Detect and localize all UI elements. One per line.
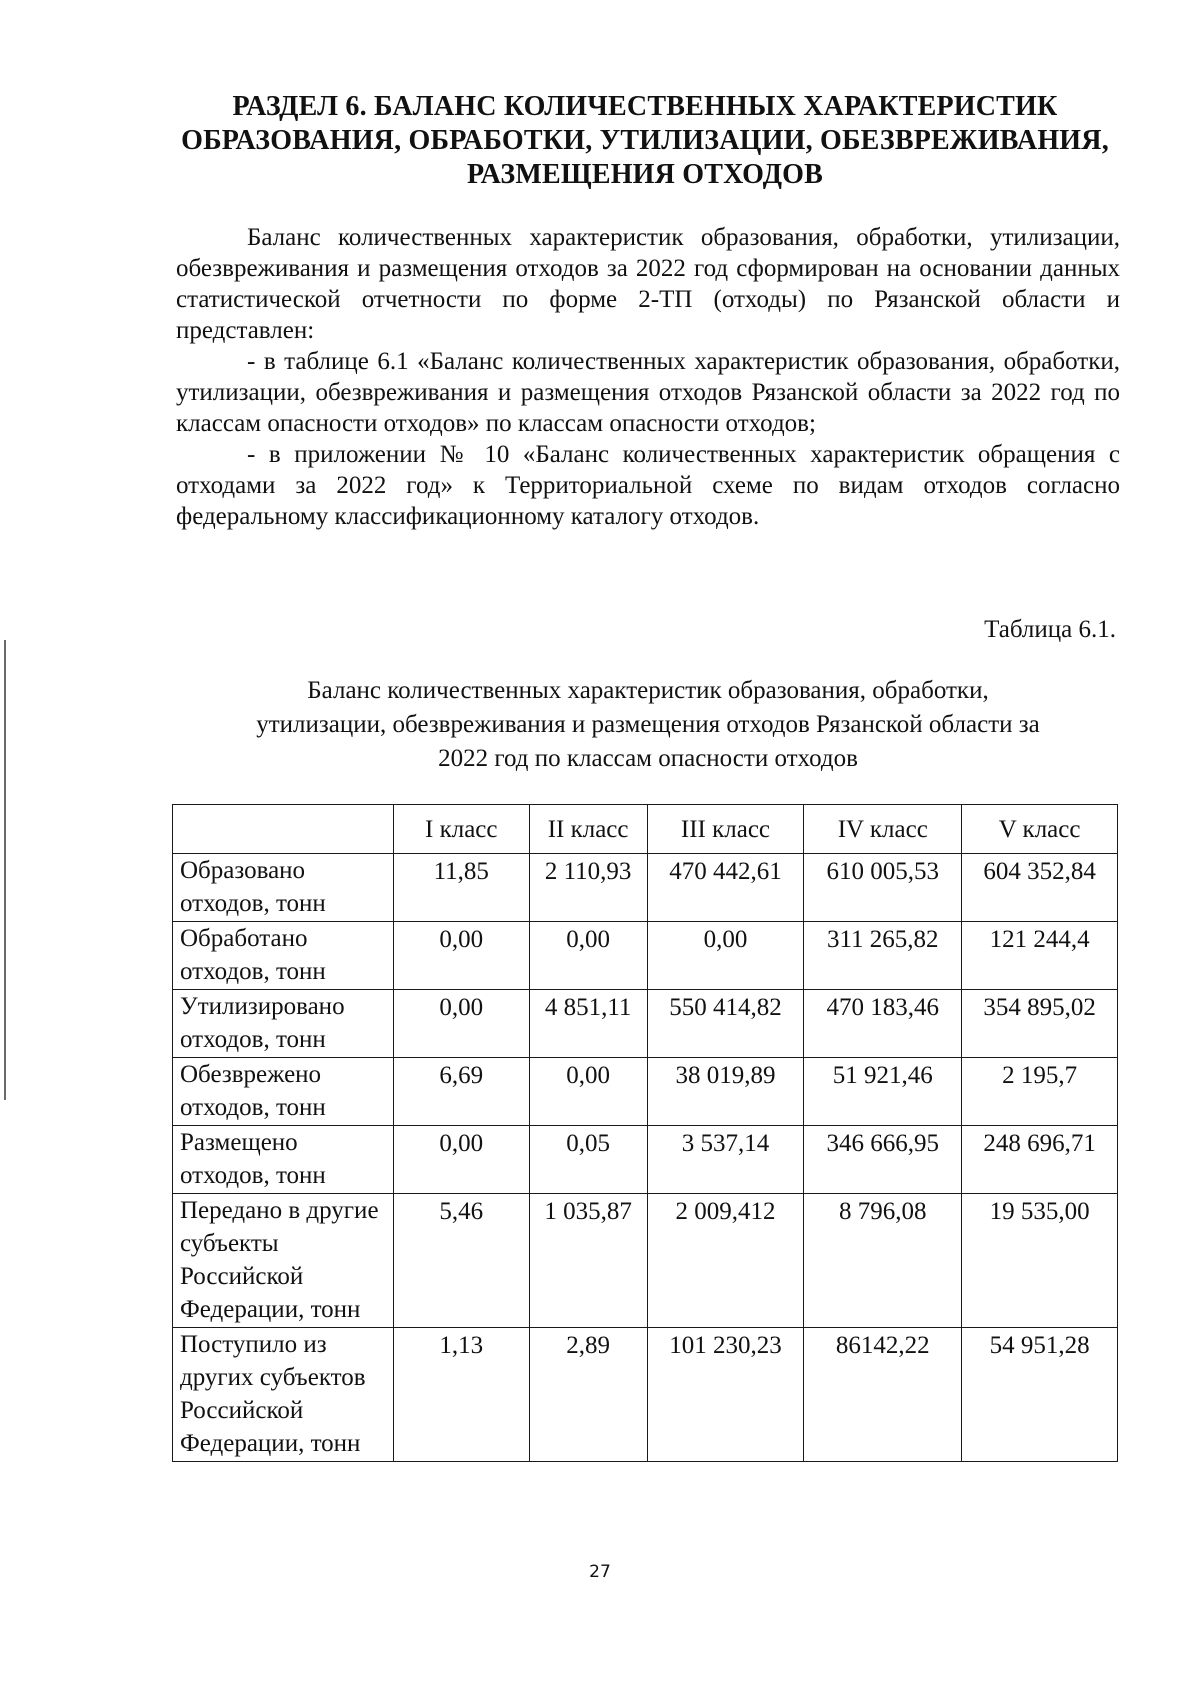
table-cell: 4 851,11 xyxy=(529,990,647,1058)
table-cell: 0,00 xyxy=(647,922,804,990)
row-label: Размещено отходов, тонн xyxy=(173,1126,394,1194)
table-cell: 51 921,46 xyxy=(804,1058,962,1126)
table-cell: 0,00 xyxy=(529,1058,647,1126)
table-row xyxy=(173,1126,1118,1194)
table-row xyxy=(173,990,1118,1058)
table-cell: 5,46 xyxy=(393,1194,529,1328)
table-cell: 2,89 xyxy=(529,1328,647,1462)
table-cell: 550 414,82 xyxy=(647,990,804,1058)
table-row xyxy=(173,1194,1118,1328)
table-cell: 0,00 xyxy=(393,922,529,990)
scan-edge-line xyxy=(4,640,6,1100)
table-cell: 121 244,4 xyxy=(962,922,1118,990)
header-cell-class-3: III класс xyxy=(647,805,804,854)
table-cell: 2 110,93 xyxy=(529,854,647,922)
caption-line: 2022 год по классам опасности отходов xyxy=(438,745,858,772)
row-label: Обработано отходов, тонн xyxy=(173,922,394,990)
table-header-row xyxy=(173,805,1118,854)
header-cell-class-1: I класс xyxy=(393,805,529,854)
table-cell: 101 230,23 xyxy=(647,1328,804,1462)
table-cell: 6,69 xyxy=(393,1058,529,1126)
table-cell: 8 796,08 xyxy=(804,1194,962,1328)
table-cell: 470 183,46 xyxy=(804,990,962,1058)
table-cell: 346 666,95 xyxy=(804,1126,962,1194)
row-label: Передано в другие субъекты Российской Федерации, тонн xyxy=(173,1194,394,1328)
table-row xyxy=(173,922,1118,990)
table-cell: 1,13 xyxy=(393,1328,529,1462)
row-label: Утилизировано отходов, тонн xyxy=(173,990,394,1058)
table-cell: 311 265,82 xyxy=(804,922,962,990)
caption-line: Баланс количественных характеристик образования, обработки, xyxy=(307,677,989,704)
table-cell: 0,00 xyxy=(393,990,529,1058)
table-cell: 248 696,71 xyxy=(962,1126,1118,1194)
intro-paragraph: Баланс количественных характеристик образования, обработки, утилизации, обезвреживания и размещения отходов за 2022 год сформирован на основании данных статистической отчетности по форме 2-ТП (отходы) по Рязанской области и представлен: xyxy=(176,224,1120,344)
heading-line: РАЗМЕЩЕНИЯ ОТХОДОВ xyxy=(466,159,824,190)
table-cell: 354 895,02 xyxy=(962,990,1118,1058)
header-cell-empty xyxy=(173,805,394,854)
table-cell: 470 442,61 xyxy=(647,854,804,922)
table-row xyxy=(173,1058,1118,1126)
heading-line: ОБРАЗОВАНИЯ, ОБРАБОТКИ, УТИЛИЗАЦИИ, ОБЕЗВРЕЖИВАНИЯ, xyxy=(181,125,1109,156)
section-heading xyxy=(170,90,1120,192)
table-cell: 2 009,412 xyxy=(647,1194,804,1328)
table-cell: 86142,22 xyxy=(804,1328,962,1462)
table-cell: 54 951,28 xyxy=(962,1328,1118,1462)
list-item-appendix: - в приложении № 10 «Баланс количественных характеристик обращения с отходами за 2022 год» к Территориальной схеме по видам отходов согласно федеральному классификационному каталогу отходов. xyxy=(176,441,1120,530)
table-cell: 2 195,7 xyxy=(962,1058,1118,1126)
waste-balance-table xyxy=(172,804,1118,1462)
row-label: Образовано отходов, тонн xyxy=(173,854,394,922)
header-cell-class-2: II класс xyxy=(529,805,647,854)
intro-text xyxy=(176,222,1120,532)
table-row xyxy=(173,854,1118,922)
table-cell: 3 537,14 xyxy=(647,1126,804,1194)
header-cell-class-4: IV класс xyxy=(804,805,962,854)
table-cell: 604 352,84 xyxy=(962,854,1118,922)
table-cell: 38 019,89 xyxy=(647,1058,804,1126)
list-item-table: - в таблице 6.1 «Баланс количественных характеристик образования, обработки, утилизации, обезвреживания и размещения отходов Рязанской области за 2022 год по классам опасности отходов» по классам опасности отходов; xyxy=(176,348,1120,437)
table-cell: 610 005,53 xyxy=(804,854,962,922)
table-cell: 0,00 xyxy=(529,922,647,990)
table-cell: 0,00 xyxy=(393,1126,529,1194)
table-number-label: Таблица 6.1. xyxy=(984,616,1116,643)
table-cell: 11,85 xyxy=(393,854,529,922)
table-cell: 0,05 xyxy=(529,1126,647,1194)
caption-line: утилизации, обезвреживания и размещения отходов Рязанской области за xyxy=(256,711,1040,738)
page-number: 27 xyxy=(589,1562,611,1582)
table-caption xyxy=(176,674,1120,776)
header-cell-class-5: V класс xyxy=(962,805,1118,854)
table-row xyxy=(173,1328,1118,1462)
table-cell: 1 035,87 xyxy=(529,1194,647,1328)
table-cell: 19 535,00 xyxy=(962,1194,1118,1328)
heading-line: РАЗДЕЛ 6. БАЛАНС КОЛИЧЕСТВЕННЫХ ХАРАКТЕРИСТИК xyxy=(232,91,1058,122)
row-label: Обезврежено отходов, тонн xyxy=(173,1058,394,1126)
row-label: Поступило из других субъектов Российской Федерации, тонн xyxy=(173,1328,394,1462)
